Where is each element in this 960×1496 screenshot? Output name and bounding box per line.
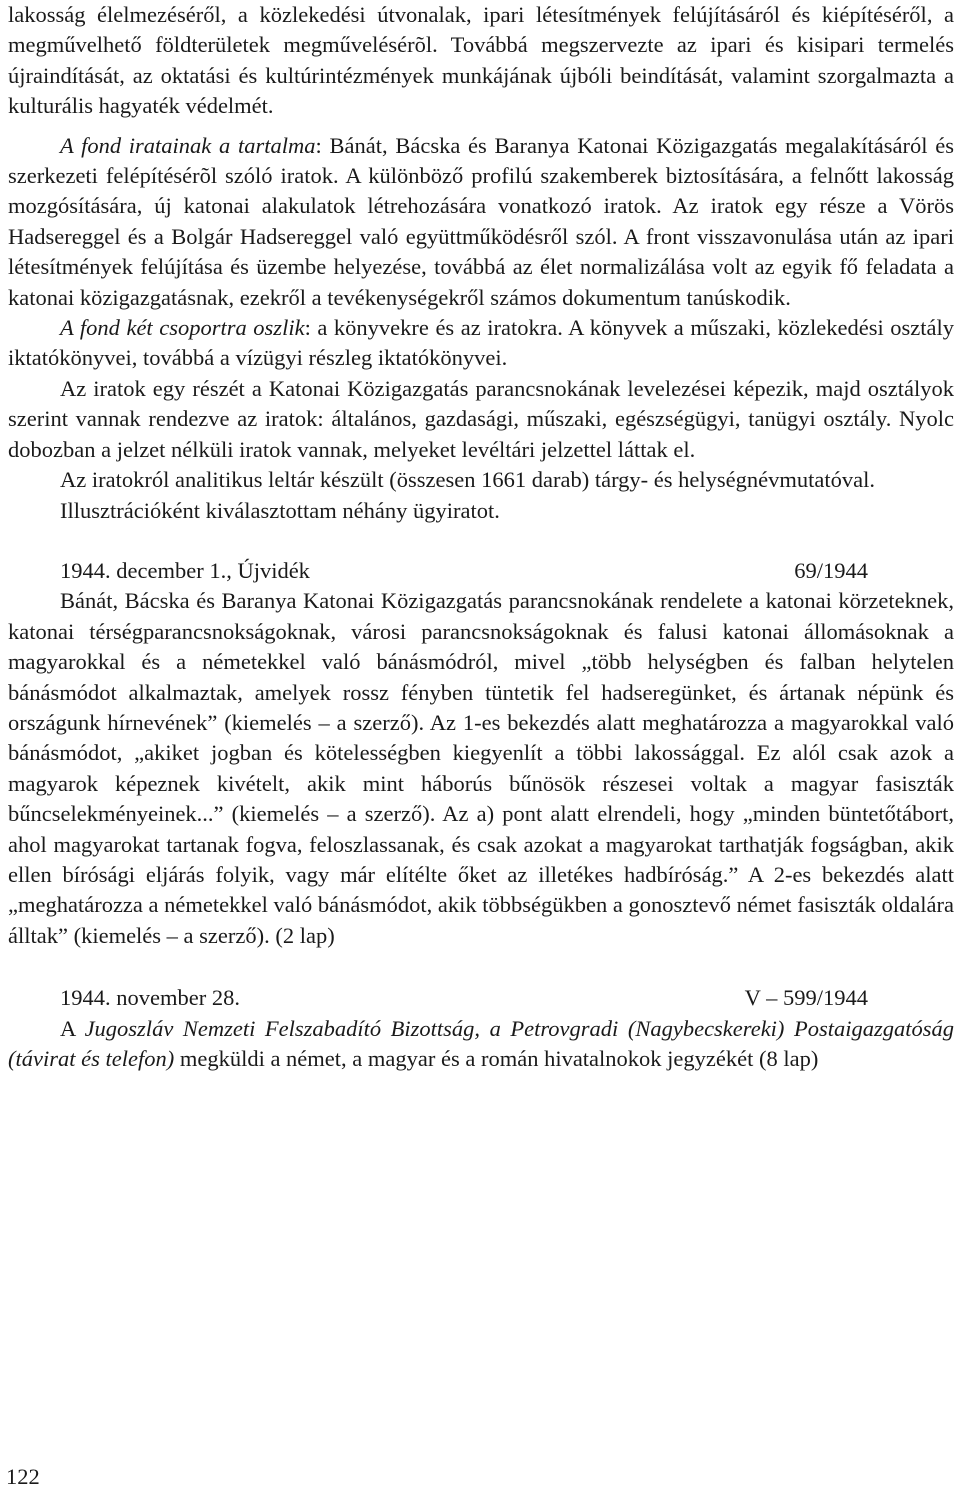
fond-contents-label: A fond iratainak a tartalma [60, 132, 316, 158]
entry-2-text-prefix: A [60, 1015, 85, 1041]
paragraph-inventory: Az iratokról analitikus leltár készült (összesen 1661 darab) tárgy- és helységnévmutatóval. [60, 467, 875, 493]
entry-2-text [8, 1014, 954, 1075]
entry-1-text: Bánát, Bácska és Baranya Katonai Közigazgatás parancsnokának rendelete a katonai körzeteknek, katonai térségparancsnokságoknak, városi parancsnokságoknak és falusi katonai állomásoknak a magyarokkal és a németekkel való bánásmódról, mivel „több helységben és falban helytelen bánásmódot alkalmaztak, amelyek rossz fényben tüntetik fel hadseregünket, és ártanak népünk és országunk hírnevének” (kiemelés – a szerző). Az 1-es bekezdés alatt meghatározza a magyarokkal való bánásmódot, „akiket jogban és kötelességben kiegyenlít a többi lakossággal. Ez alól csak azok a magyarok képeznek kivételt, akik mint háborús bűnösök részesei voltak a magyar fasiszták bűncselekményeinek...” (kiemelés – a szerző). Az a) pont alatt elrendeli, hogy „minden büntetőtábort, ahol magyarokat tartanak fogva, feloszlassanak, és csak azokat a magyarokat tarthatják fogságban, akik ellen bírósági eljárás folyik, vagy már elítélte őket az illetékes hadbíróság.” A 2-es bekezdés alatt „meghatározza a németekkel való bánásmódot, akik többségükben a gonosztevő német fasiszták oldalára álltak” (kiemelés – a szerző). (2 lap) [8, 588, 954, 948]
paragraph-illustration: Illusztrációként kiválasztottam néhány ügyiratot. [60, 497, 500, 523]
fond-groups-text: : a könyvekre és az iratokra. A könyvek a műszaki, közlekedési osztály iktatókönyvei, továbbá a vízügyi részleg iktatókönyvei. [8, 315, 954, 371]
entry-2-date: 1944. november 28. [60, 985, 240, 1011]
entry-2-heading [8, 983, 954, 1013]
document-page [8, 0, 954, 1074]
entry-1-heading [8, 556, 954, 586]
paragraph-fond-contents [8, 131, 954, 313]
entry-1-date-place: 1944. december 1., Újvidék [60, 557, 310, 583]
entry-2-text-suffix: megküldi a német, a magyar és a román hivatalnokok jegyzékét (8 lap) [174, 1046, 819, 1071]
paragraph-intro: lakosság élelmezéséről, a közlekedési útvonalak, ipari létesítmények felújításáról és kiépítéséről, a megművelhető földterületek megművelésérõl. Továbbá megszervezte az ipari és kisipari termelés újraindítását, az oktatási és kultúrintézmények munkájának újbóli beindítását, valamint szorgalmazta a kulturális hagyaték védelmét. [8, 2, 954, 119]
fond-groups-label: A fond két csoportra oszlik [60, 315, 305, 341]
entry-1-number: 69/1944 [794, 557, 868, 583]
paragraph-fond-groups [8, 313, 954, 374]
paragraph-letters: Az iratok egy részét a Katonai Közigazgatás parancsnokának levelezései képezik, majd osztályok szerint vannak rendezve az iratok: általános, gazdasági, műszaki, egészségügyi, tanügyi osztály. Nyolc dobozban a jelzet nélküli iratok vannak, melyeket levéltári jelzettel láttak el. [8, 375, 954, 462]
entry-2-number: V – 599/1944 [744, 985, 868, 1011]
fond-contents-text: : Bánát, Bácska és Baranya Katonai Közigazgatás megalakításáról és szerkezeti felépítésérõl szóló iratok. A különböző profilú szakemberek biztosítására, a felnőtt lakosság mozgósítására, új katonai alakulatok létrehozására vonatkozó iratok. Az iratok egy része a Vörös Hadsereggel és a Bolgár Hadsereggel való együttműködésről szól. A front visszavonulása után az ipari létesítmények felújítása és üzembe helyezése, továbbá az élet normalizálása volt az egyik fő feladata a katonai közigazgatásnak, ezekről a tevékenységekről számos dokumentum tanúskodik. [8, 132, 954, 310]
page-number: 122 [6, 1464, 40, 1489]
entry-2-text-italic: Jugoszláv Nemzeti Felszabadító Bizottság, a Petrovgradi (Nagybecskereki) Postaigazgatóság (távirat és telefon) [8, 1015, 954, 1071]
